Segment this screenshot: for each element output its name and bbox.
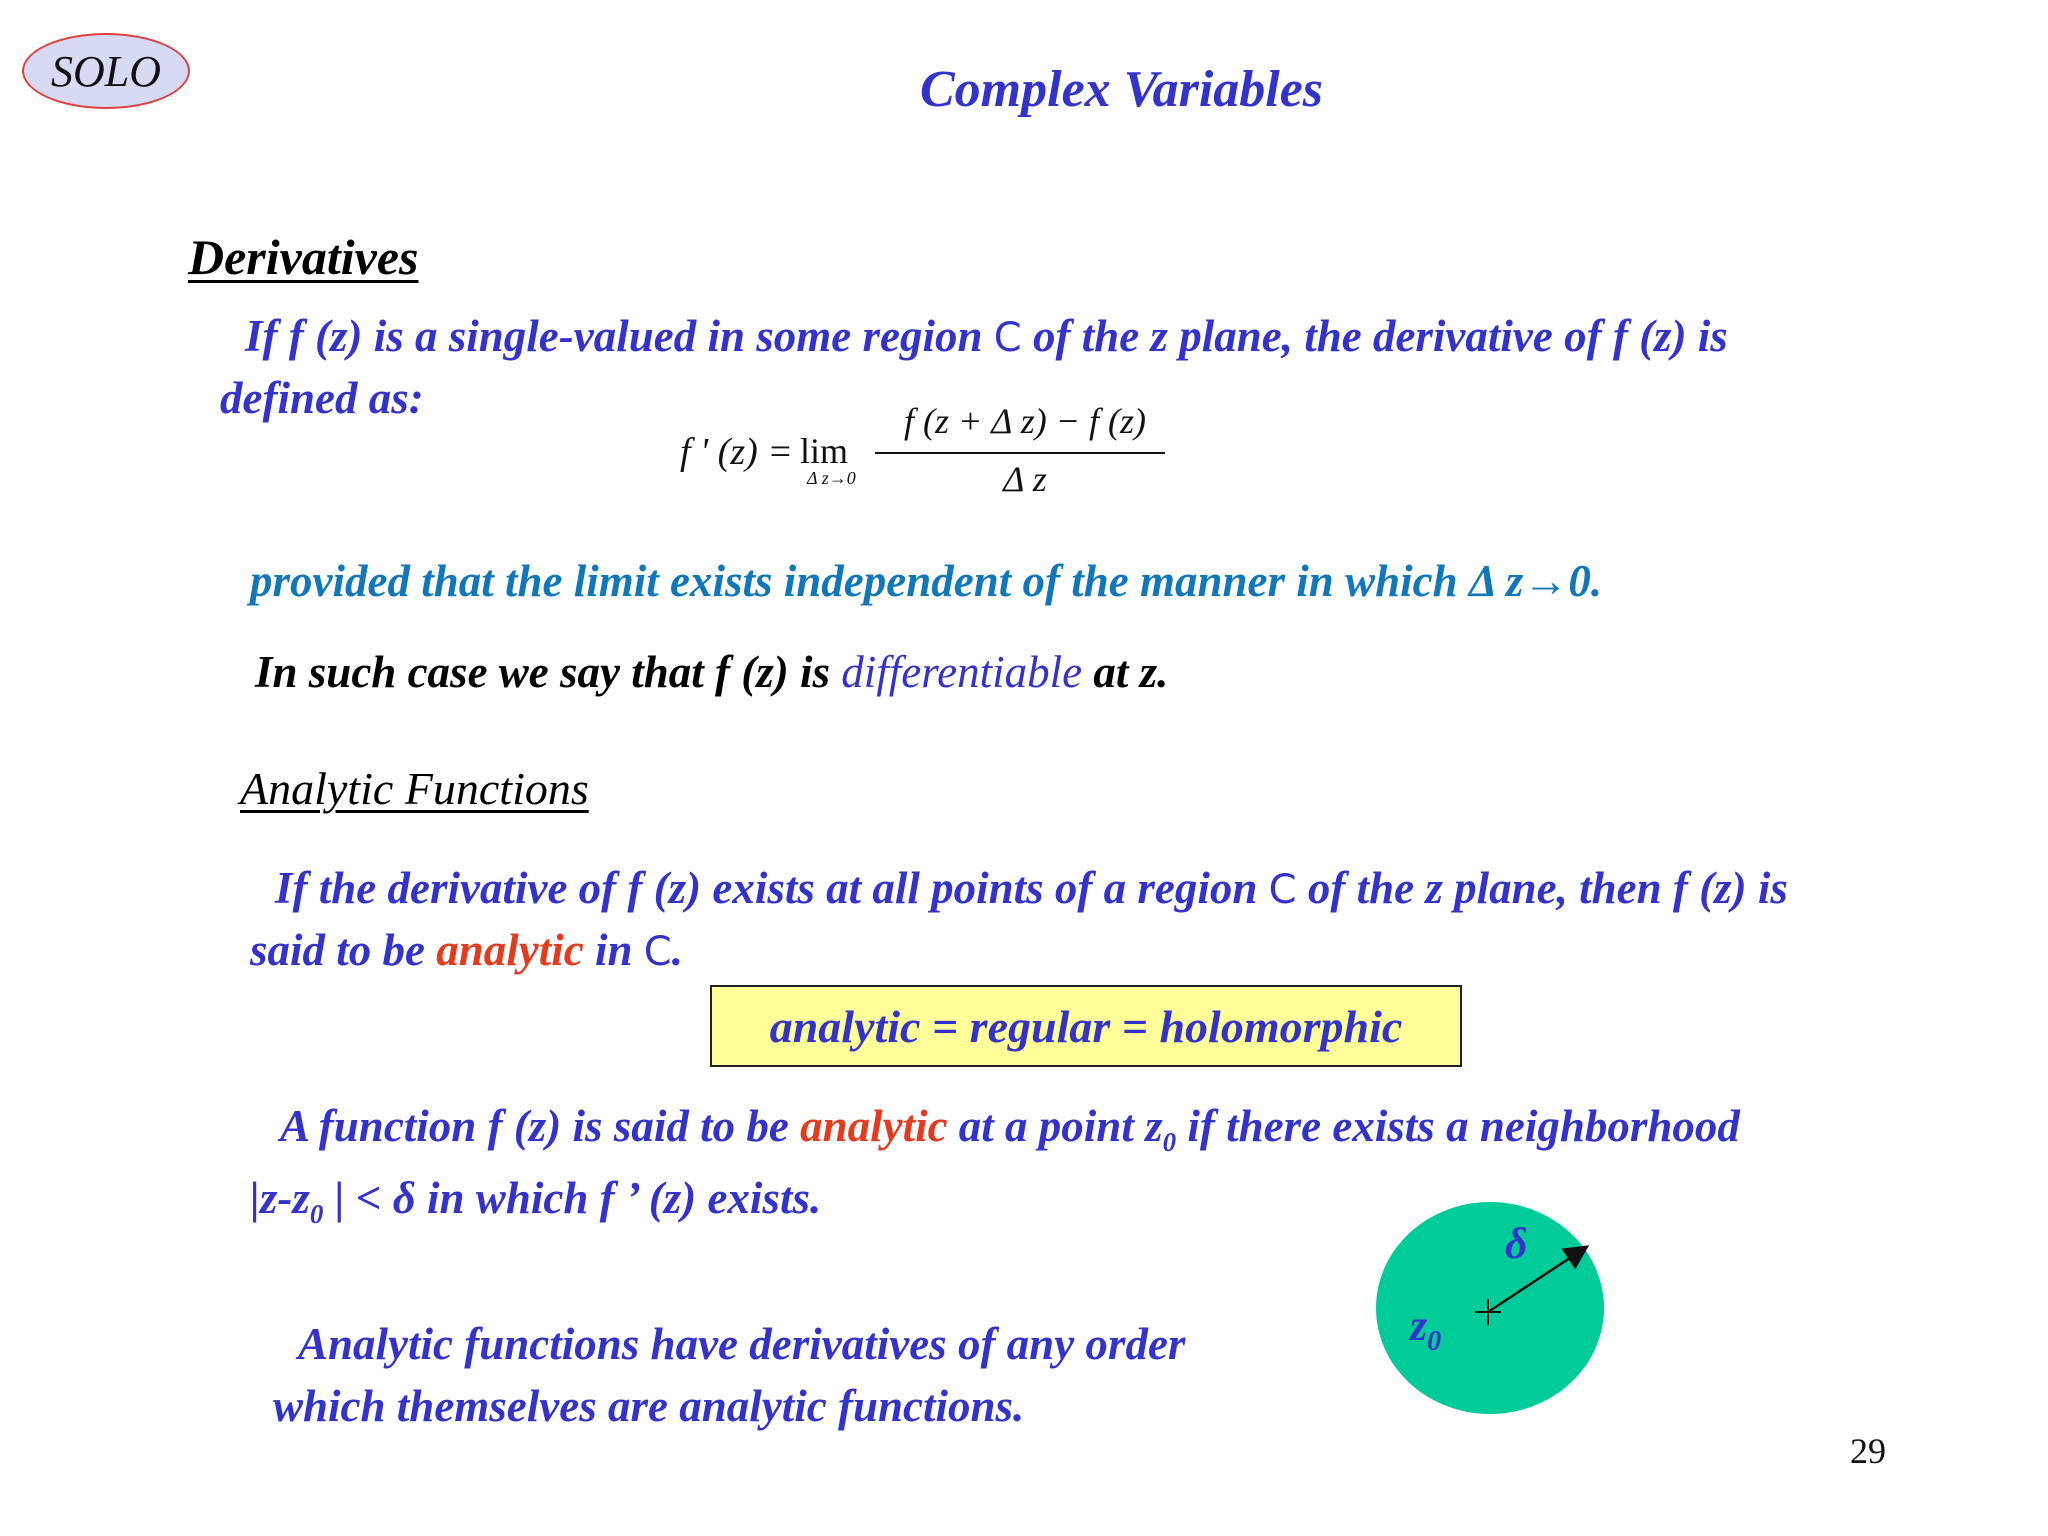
neighborhood-diagram	[1360, 1190, 1620, 1430]
text: |z-z	[250, 1173, 310, 1223]
region-symbol: C	[643, 929, 672, 975]
formula-numerator: f (z + Δ z) − f (z)	[903, 401, 1147, 441]
derivative-definition-line2: defined as:	[220, 373, 424, 423]
higher-order-line1: Analytic functions have derivatives of any order	[298, 1319, 1186, 1369]
text: in	[583, 925, 644, 975]
analytic-word: analytic	[436, 925, 584, 975]
center-subscript: 0	[1427, 1326, 1442, 1357]
limit-condition: provided that the limit exists independent of the manner in which Δ z→0.	[250, 556, 1603, 606]
text: said to be	[250, 925, 437, 975]
analytic-word: analytic	[800, 1101, 948, 1151]
text: if there exists a neighborhood	[1176, 1101, 1740, 1151]
fraction-bar	[875, 452, 1165, 454]
page-number: 29	[1850, 1431, 1886, 1471]
text: .	[671, 925, 683, 975]
slide-title: Complex Variables	[920, 61, 1324, 118]
center-letter: z	[1410, 1301, 1428, 1350]
analytic-definition-line1	[275, 862, 1788, 914]
text: of the z plane, the derivative of f (z) is	[1021, 311, 1728, 361]
derivative-definition-line1	[245, 310, 1728, 362]
formula-lim-subscript: Δ z→0	[807, 468, 856, 488]
region-symbol: C	[993, 315, 1022, 361]
text: at a point z	[947, 1101, 1163, 1151]
text: In such case we say that f (z) is	[255, 647, 842, 697]
formula-denominator: Δ z	[1003, 459, 1047, 499]
delta-label: δ	[1505, 1219, 1528, 1268]
text: of the z plane, then f (z) is	[1296, 863, 1788, 913]
derivative-formula	[670, 400, 1170, 510]
subscript: 0	[309, 1199, 324, 1229]
text: If the derivative of f (z) exists at all points of a region	[275, 863, 1269, 913]
differentiable-statement	[255, 646, 1168, 698]
formula-lim: lim	[800, 431, 849, 471]
neighborhood-condition	[250, 1172, 821, 1230]
differentiable-word: differentiable	[841, 647, 1083, 697]
text: | < δ in which f ’ (z) exists.	[323, 1173, 822, 1223]
subscript: 0	[1162, 1127, 1177, 1157]
text: A function f (z) is said to be	[280, 1101, 801, 1151]
analytic-functions-heading: Analytic Functions	[240, 763, 589, 814]
text: If f (z) is a single-valued in some region	[245, 311, 994, 361]
region-symbol: C	[1268, 867, 1297, 913]
solo-badge: SOLO	[22, 33, 190, 109]
derivatives-heading: Derivatives	[188, 229, 419, 285]
synonyms-box: analytic = regular = holomorphic	[710, 985, 1462, 1067]
analytic-at-point-line1	[280, 1100, 1740, 1158]
analytic-definition-line2	[250, 924, 683, 976]
text: at z.	[1082, 647, 1169, 697]
formula-lhs: f ' (z) =	[680, 431, 793, 473]
higher-order-line2: which themselves are analytic functions.	[273, 1381, 1025, 1431]
